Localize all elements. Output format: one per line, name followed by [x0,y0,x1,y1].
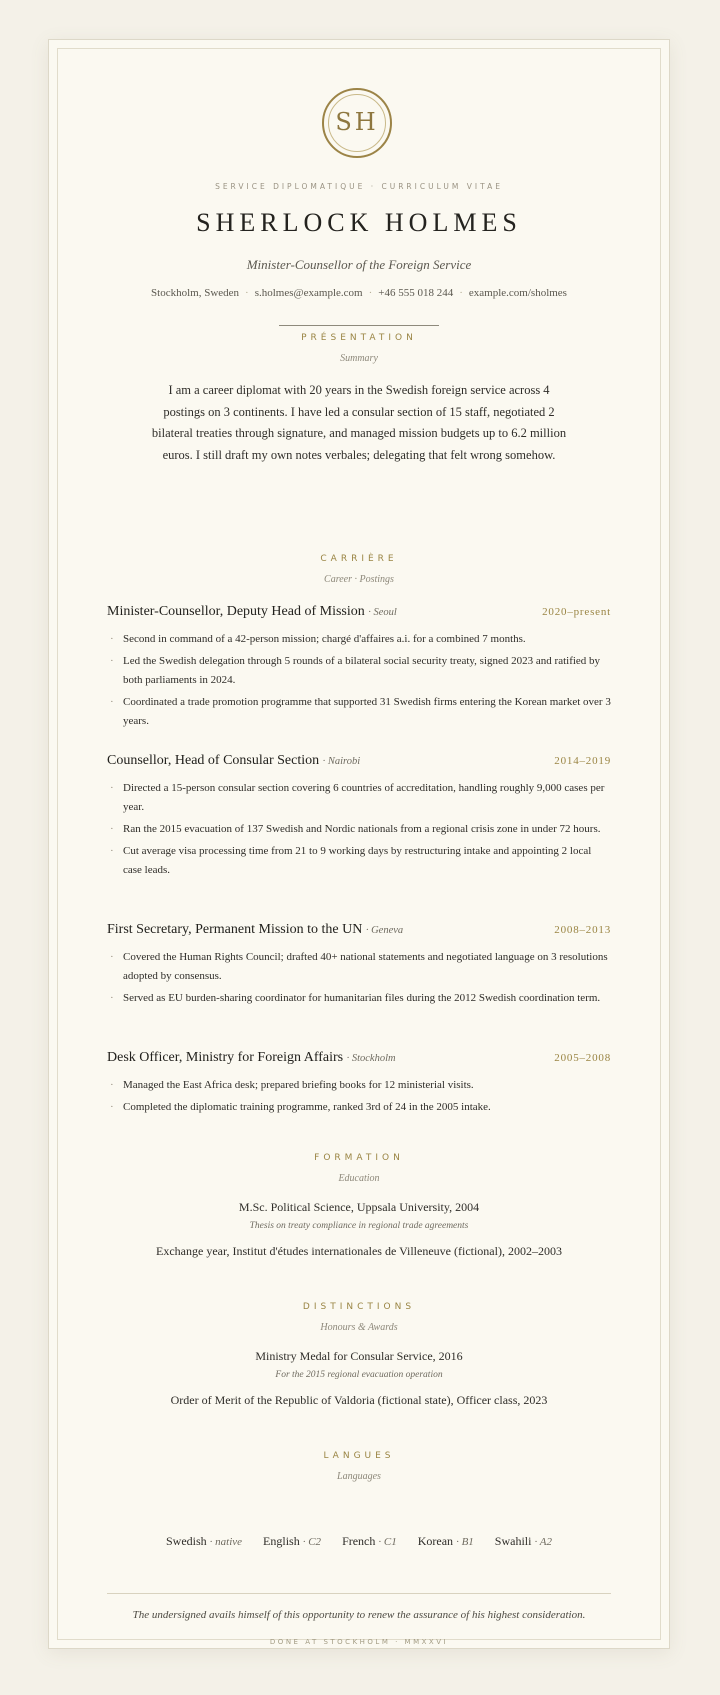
monogram-text: SH [335,108,379,136]
language-item [418,1534,474,1549]
contact-phone[interactable]: +46 555 018 244 [378,287,454,299]
languages-list [107,1534,611,1549]
language-level: · native [209,1536,243,1548]
language-name: Swedish [165,1534,207,1548]
education-item: Exchange year, Institut d'études internationales de Villeneuve (fictional), 2002–2003 [156,1244,562,1258]
language-level-text: C1 [383,1536,397,1548]
job-entry-header [107,753,611,773]
honour-note: For the 2015 regional evacuation operation [275,1370,443,1380]
achievement-item: · Coordinated a trade promotion programme that supported 31 Swedish firms entering the Korean market over 3 years. [107,693,611,731]
separator-dot: · [245,287,249,299]
job-location-text: Stockholm [351,1053,396,1064]
header-divider [279,325,439,326]
person-name: SHERLOCK HOLMES [196,208,522,237]
cv-page [48,39,670,1649]
language-level: · C2 [302,1536,322,1548]
job-achievements [107,779,611,883]
achievement-item: · Cut average visa processing time from 21 to 9 working days by restructuring intake and appointing 2 local case leads. [107,842,611,880]
job-title-text: First Secretary, Permanent Mission to the UN [107,922,363,937]
language-name: English [263,1534,300,1548]
job-title-text: Desk Officer, Ministry for Foreign Affairs [107,1050,344,1065]
achievement-item: · Served as EU burden-sharing coordinator for humanitarian files during the 2012 Swedish coordination term. [107,989,611,1008]
job-title [107,922,403,938]
achievement-item: · Directed a 15-person consular section covering 6 countries of accreditation, handling roughly 9,000 cases per year. [107,779,611,817]
achievement-item: · Covered the Human Rights Council; drafted 40+ national statements and negotiated language on 3 resolutions adopted by consensus. [107,948,611,986]
language-level: · B1 [456,1536,474,1548]
summary-heading: PRÉSENTATION [301,333,417,343]
job-location: · Stockholm [346,1053,396,1064]
language-level: · C1 [378,1536,397,1548]
education-heading: FORMATION [314,1153,404,1163]
career-subheading: Career · Postings [324,574,394,585]
language-item [263,1534,321,1549]
career-heading: CARRIÈRE [320,554,398,564]
achievement-item: · Led the Swedish delegation through 5 rounds of a bilateral social security treaty, signed 2023 and ratified by both parliaments in 2024. [107,652,611,690]
document-kicker: SERVICE DIPLOMATIQUE · CURRICULUM VITAE [215,182,503,191]
achievement-item: · Second in command of a 42-person mission; chargé d'affaires a.i. for a combined 7 months. [107,630,611,649]
summary-subheading: Summary [340,353,378,364]
education-note: Thesis on treaty compliance in regional trade agreements [249,1221,469,1231]
education-subheading: Education [338,1173,380,1184]
job-location: · Geneva [365,925,404,936]
language-item [495,1534,552,1549]
contact-email[interactable]: s.holmes@example.com [254,287,363,299]
honour-item: Order of Merit of the Republic of Valdoria (fictional state), Officer class, 2023 [170,1393,548,1407]
person-role: Minister-Counsellor of the Foreign Service [246,257,472,272]
job-location-text: Geneva [371,925,404,936]
job-entry-header [107,1050,611,1070]
achievement-item: · Ran the 2015 evacuation of 137 Swedish and Nordic nationals from a regional crisis zone in under 72 hours. [107,820,611,839]
education-item: M.Sc. Political Science, Uppsala University, 2004 [238,1200,480,1214]
language-level-text: C2 [308,1536,322,1548]
job-dates: 2005–2008 [554,1052,611,1064]
language-level-text: B1 [461,1536,474,1548]
job-achievements [107,948,611,1011]
languages-subheading: Languages [337,1471,381,1482]
language-level: · A2 [534,1536,553,1548]
achievement-item: · Completed the diplomatic training programme, ranked 3rd of 24 in the 2005 intake. [107,1098,611,1117]
achievement-item: · Managed the East Africa desk; prepared briefing books for 12 ministerial visits. [107,1076,611,1095]
honours-heading: DISTINCTIONS [302,1302,416,1312]
job-entry-header [107,604,611,624]
job-dates: 2014–2019 [554,755,611,767]
job-achievements [107,1076,611,1120]
job-achievements [107,630,611,734]
separator-dot: · [459,287,463,299]
monogram-seal [322,88,392,158]
job-title [107,604,397,620]
cv-content [107,40,611,1648]
language-name: Swahili [494,1534,532,1548]
job-title-text: Counsellor, Head of Consular Section [107,753,320,768]
summary-text: I am a career diplomat with 20 years in the Swedish foreign service across 4 postings on 3 continents. I have led a consular section of 15 staff, negotiated 2 bilateral treaties through signature, and managed mission budgets up to 6.2 million euros. I still draft my own notes verbales; delegating that felt wrong somehow. [151,383,567,462]
job-title [107,1050,396,1066]
footer-divider [107,1593,611,1594]
job-entry-header [107,922,611,942]
language-level-text: A2 [539,1536,553,1548]
contact-line [97,287,621,299]
job-location-text: Seoul [373,607,397,618]
honour-item: Ministry Medal for Consular Service, 2016 [255,1349,463,1363]
job-location: · Seoul [368,607,397,618]
closing-formula: The undersigned avails himself of this opportunity to renew the assurance of his highest consideration. [132,1609,586,1621]
language-name: Korean [417,1534,454,1548]
job-location: · Nairobi [322,756,361,767]
languages-heading: LANGUES [323,1451,395,1461]
language-item [166,1534,242,1549]
language-level-text: native [215,1536,243,1548]
signoff-line: DONE AT STOCKHOLM · MMXXVI [269,1638,449,1646]
job-location-text: Nairobi [327,756,361,767]
job-dates: 2008–2013 [554,924,611,936]
contact-website[interactable]: example.com/sholmes [468,287,567,299]
language-name: French [342,1534,376,1548]
contact-location: Stockholm, Sweden [151,287,240,299]
job-dates: 2020–present [542,606,611,618]
separator-dot: · [368,287,373,299]
job-title-text: Minister-Counsellor, Deputy Head of Mission [107,604,365,619]
job-title [107,753,360,769]
honours-subheading: Honours & Awards [320,1322,398,1333]
language-item [342,1534,397,1549]
